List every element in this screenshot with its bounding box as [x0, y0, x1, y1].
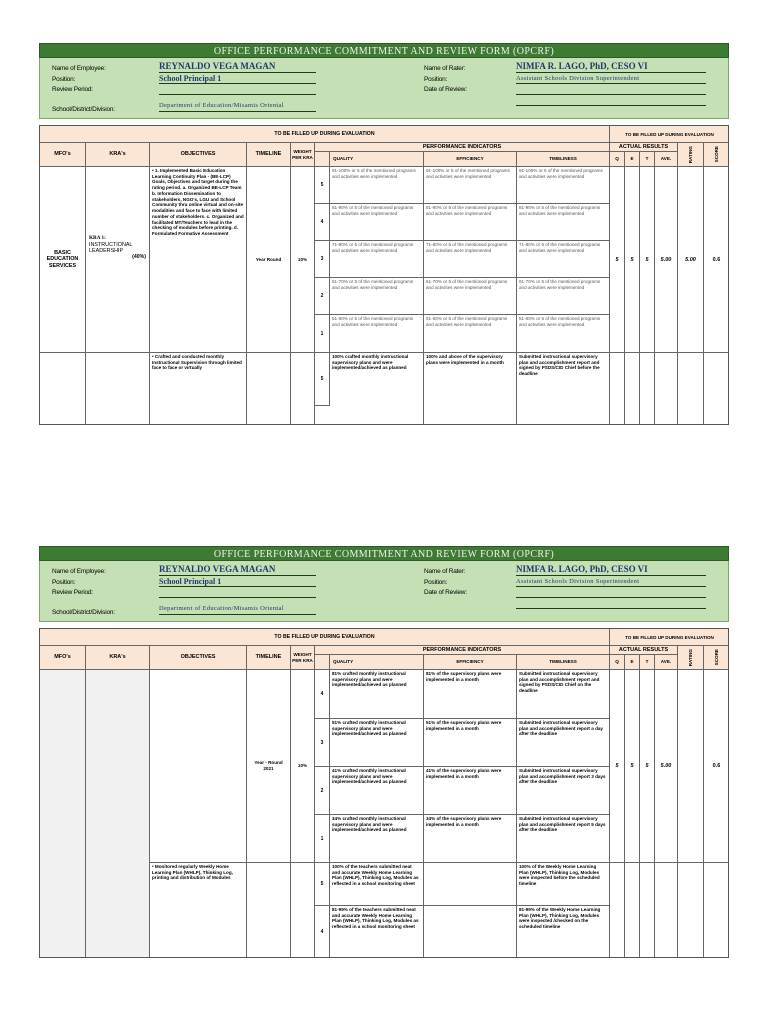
score-4: 4: [315, 204, 330, 241]
kra-cell-2: [86, 353, 150, 425]
p2-quality-2-text: 41% crafted monthly instructional supervisory plans and were implemented/achieved as planned: [332, 768, 407, 785]
timeliness-4-text: 81-90% or 5 of the mentioned programs and activities were implemented: [519, 205, 601, 216]
result-q: 5: [610, 167, 625, 353]
p2-timeliness-2-text: Submitted instructional supervisory plan and accomplishment report 3 days after the deadline: [519, 768, 606, 785]
p2b-result-e: [625, 863, 640, 958]
quality-4-text: 81-90% or 5 of the mentioned programs and activities were implemented: [332, 205, 414, 216]
timeline-cell-p2: [247, 670, 291, 863]
p2b-timeliness-4-text: 81-99% of the Weekly Home Learning Plan (WHLP), Thinking Log, Modules were inspected /checked on the scheduled timeline: [519, 907, 601, 930]
school-label: School/District/Division:: [52, 106, 115, 113]
efficiency-4: [424, 204, 517, 241]
performance-indicators-header-2: PERFORMANCE INDICATORS: [315, 646, 610, 655]
review-date-label: Date of Review:: [424, 86, 467, 93]
employee-underline: [159, 72, 316, 73]
position-underline: [159, 83, 316, 84]
col-score-spacer-2: [315, 655, 330, 670]
efficiency-3: [424, 241, 517, 278]
employee-info-panel-2: [39, 561, 729, 622]
p2-efficiency-4-text: 81% of the supervisory plans were implemented in a month: [426, 671, 502, 682]
efficiency-2-text: 61-70% or 5 of the mentioned programs and activities were implemented: [426, 279, 508, 290]
p2b-result-score: [704, 863, 729, 958]
mfo-cell-2: [40, 353, 86, 425]
weight-p2: 10%: [297, 763, 308, 769]
p2-score-3: 3: [315, 719, 330, 767]
p2-timeliness-1: [517, 815, 610, 863]
weight-1: 10%: [297, 256, 308, 262]
timeline-cell-2: [247, 353, 291, 425]
p2-score-4: 4: [315, 670, 330, 719]
timeliness-4: [517, 204, 610, 241]
timeline-cell-p2b: [247, 863, 291, 958]
employee-name: REYNALDO VEGA MAGAN: [159, 61, 276, 71]
col-score-spacer: [315, 152, 330, 167]
kra-name: INSTRUCTIONAL LEADERSHIP: [89, 241, 133, 254]
rater-position-value-2: Assistant Schools Division Superintendent: [516, 578, 640, 585]
efficiency-5b-text: 100% and above of the supervisory plans were implemented in a month: [426, 354, 504, 365]
p2-timeliness-2: [517, 767, 610, 815]
school-value: Department of Education/Misamis Oriental: [159, 102, 284, 109]
school-underline: [159, 111, 316, 112]
timeliness-3: [517, 241, 610, 278]
timeliness-2-text: 61-70% or 5 of the mentioned programs and activities were implemented: [519, 279, 601, 290]
p2-timeliness-1-text: Submitted instructional supervisory plan and accomplishment report 5 days after the deadline: [519, 816, 606, 833]
review-period-label: Review Period:: [52, 86, 93, 93]
evaluation-table-2: [39, 628, 729, 958]
position-value: School Principal 1: [159, 74, 222, 83]
p2-quality-3: [330, 719, 424, 767]
position-label: Position:: [52, 76, 76, 83]
p2-quality-4: [330, 670, 424, 719]
timeliness-5b-text: Submitted instructional supervisory plan and accomplishment report and signed by PSDS/CID Chief before the deadline: [519, 354, 600, 377]
p2-quality-2: [330, 767, 424, 815]
timeliness-1-text: 51-60% or 5 of the mentioned programs and activities were implemented: [519, 316, 601, 327]
timeliness-5b: [517, 353, 610, 425]
weight-cell-p2b: [291, 863, 315, 958]
p2-quality-1: [330, 815, 424, 863]
col-e-2: E: [625, 655, 640, 670]
col-weight: WEIGHT PER KRA: [291, 143, 315, 167]
timeline-1: Year Round: [255, 256, 282, 262]
rater-position-label: Position:: [424, 76, 448, 83]
mfo-value: BASIC EDUCATION SERVICES: [46, 249, 79, 269]
col-efficiency-2: EFFICIENCY: [424, 655, 517, 670]
objective-cell-2: [150, 353, 247, 425]
result-rating-2: [678, 353, 704, 425]
efficiency-2: [424, 278, 517, 315]
extra-underline: [516, 105, 706, 106]
form-title-2: OFFICE PERFORMANCE COMMITMENT AND REVIEW FORM (OPCRF): [39, 546, 729, 561]
quality-5b: [330, 353, 424, 425]
efficiency-5b: [424, 353, 517, 425]
rater-position-label-2: Position:: [424, 579, 448, 586]
col-e: E: [625, 152, 640, 167]
objective-cell-p2: [150, 670, 247, 863]
quality-2-text: 61-70% or 5 of the mentioned programs and activities were implemented: [332, 279, 414, 290]
p2b-quality-5: [330, 863, 424, 906]
col-quality: QUALITY: [330, 152, 424, 167]
review-date-underline-2: [516, 597, 706, 598]
p2b-result-t: [640, 863, 655, 958]
p2-score-2: 2: [315, 767, 330, 815]
review-date-underline: [516, 94, 706, 95]
position-value-2: School Principal 1: [159, 577, 222, 586]
school-underline-2: [159, 614, 316, 615]
quality-5-text: 91-100% or 5 of the mentioned programs and activities were implemented: [332, 168, 416, 179]
p2-timeliness-4: [517, 670, 610, 719]
col-objectives-2: OBJECTIVES: [150, 646, 247, 670]
rater-underline: [516, 72, 706, 73]
p2-result-avg: 5.00: [655, 670, 678, 863]
quality-2: [330, 278, 424, 315]
result-q-2: [610, 353, 625, 425]
p2b-score-5: 5: [315, 863, 330, 906]
school-label-2: School/District/Division:: [52, 609, 115, 616]
efficiency-5-text: 91-100% or 5 of the mentioned programs and activities were implemented: [426, 168, 510, 179]
score-5: 5: [315, 167, 330, 204]
result-score-2: [704, 353, 729, 425]
rater-underline-2: [516, 575, 706, 576]
col-score-label: SCORE: [713, 146, 719, 163]
result-avg: 5.00: [655, 167, 678, 353]
objective-cell-p2b: [150, 863, 247, 958]
timeliness-2: [517, 278, 610, 315]
objective-1-text: • 1. Implemented Basic Education Learning Continuity Plan - (BE-LCP) Goals, Objectives and target during the rating period. a. Organized BE-LCP Team b. Information Dissemination to stakeholders, NGO's, LGU and School Community thru online virtual and on-site modalities and face to face with limited number of stakeholders. c. Organized and facilitated MT/Teachers to lead in the checking of modules before printing. d. Formulated Formative Assessment: [152, 168, 244, 237]
timeliness-5: [517, 167, 610, 204]
p2-score-1: 1: [315, 815, 330, 863]
result-avg-2: [655, 353, 678, 425]
actual-results-header-2: ACTUAL RESULTS: [610, 646, 678, 655]
quality-4: [330, 204, 424, 241]
timeliness-1: [517, 315, 610, 353]
extra-underline-2: [516, 608, 706, 609]
rater-label-2: Name of Rater:: [424, 568, 466, 575]
efficiency-5: [424, 167, 517, 204]
quality-3-text: 71-80% or 5 of the mentioned programs and activities were implemented: [332, 242, 414, 253]
efficiency-1: [424, 315, 517, 353]
weight-cell-p2: [291, 670, 315, 863]
result-t-2: [640, 353, 655, 425]
p2-quality-4-text: 81% crafted monthly instructional supervisory plans and were implemented/achieved as planned: [332, 671, 407, 688]
p2-efficiency-1: [424, 815, 517, 863]
col-score: [704, 143, 729, 167]
form-title: OFFICE PERFORMANCE COMMITMENT AND REVIEW FORM (OPCRF): [39, 43, 729, 58]
col-t-2: T: [640, 655, 655, 670]
score-1: 1: [315, 315, 330, 353]
result-score: 0.6: [704, 167, 729, 353]
col-avg-2: AVE.: [655, 655, 678, 670]
col-avg: AVE.: [655, 152, 678, 167]
p2b-timeliness-5: [517, 863, 610, 906]
kra-cell-p2: [86, 670, 150, 958]
p2b-efficiency-4: [424, 906, 517, 958]
result-e-2: [625, 353, 640, 425]
p2-efficiency-4: [424, 670, 517, 719]
kra-cell: [86, 167, 150, 353]
result-t: 5: [640, 167, 655, 353]
rater-position-underline-2: [516, 586, 706, 587]
p2b-score-4: 4: [315, 906, 330, 958]
opcrf-page-2: [39, 546, 729, 935]
col-weight-2: WEIGHT PER KRA: [291, 646, 315, 670]
col-efficiency: EFFICIENCY: [424, 152, 517, 167]
actual-results-header: ACTUAL RESULTS: [610, 143, 678, 152]
fill-during-eval-header-2: TO BE FILLED UP DURING EVALUATION: [40, 629, 610, 646]
quality-5: [330, 167, 424, 204]
quality-3: [330, 241, 424, 278]
col-timeline-2: TIMELINE: [247, 646, 291, 670]
rater-position-underline: [516, 83, 706, 84]
p2b-quality-4-text: 81-99% of the teachers submitted neat and accurate Weekly Home Learning Plan (WHLP), Thinking Log, Modules as reflected in a school monitoring sheet: [332, 907, 419, 930]
p2b-quality-4: [330, 906, 424, 958]
timeliness-5-text: 91-100% or 5 of the mentioned programs and activities were implemented: [519, 168, 603, 179]
kra-title: KRA 1:: [89, 235, 106, 241]
col-objectives: OBJECTIVES: [150, 143, 247, 167]
objective-p2b-text: • Monitored regularly Weekly Home Learning Plan (WHLP), Thinking Log, printing and distribution of Modules: [152, 864, 233, 881]
col-timeline: TIMELINE: [247, 143, 291, 167]
col-mfo: MFO's: [40, 143, 86, 167]
col-rating-label: RATING: [687, 145, 693, 164]
p2-efficiency-2-text: 41% of the supervisory plans were implemented in a month: [426, 768, 502, 779]
col-t: T: [640, 152, 655, 167]
review-date-label-2: Date of Review:: [424, 589, 467, 596]
efficiency-4-text: 81-90% or 5 of the mentioned programs and activities were implemented: [426, 205, 508, 216]
objective-cell-1: [150, 167, 247, 353]
score-2: 2: [315, 278, 330, 315]
timeliness-3-text: 71-80% or 5 of the mentioned programs and activities were implemented: [519, 242, 601, 253]
employee-underline-2: [159, 575, 316, 576]
employee-name-2: REYNALDO VEGA MAGAN: [159, 564, 276, 574]
mfo-cell-p2: [40, 670, 86, 958]
p2-efficiency-2: [424, 767, 517, 815]
p2-timeliness-4-text: Submitted instructional supervisory plan and accomplishment report and signed by PSDS/CID Chief on the deadline: [519, 671, 600, 694]
p2b-timeliness-5-text: 100% of the Weekly Home Learning Plan (WHLP), Thinking Log, Modules were inspected before the scheduled timeline: [519, 864, 600, 887]
p2-result-score: 0.6: [704, 670, 729, 863]
p2b-result-avg: [655, 863, 678, 958]
quality-1: [330, 315, 424, 353]
result-e: 5: [625, 167, 640, 353]
review-period-underline: [159, 94, 316, 95]
performance-indicators-header: PERFORMANCE INDICATORS: [315, 143, 610, 152]
p2b-timeliness-4: [517, 906, 610, 958]
position-underline-2: [159, 586, 316, 587]
objective-2-text: • Crafted and conducted monthly Instructional Supervision through limited face to face or virtually: [152, 354, 242, 371]
kra-weight: (40%): [132, 254, 146, 261]
fill-during-eval-header: TO BE FILLED UP DURING EVALUATION: [40, 126, 610, 143]
weight-cell-1: [291, 167, 315, 353]
efficiency-3-text: 71-80% or 5 of the mentioned programs and activities were implemented: [426, 242, 508, 253]
school-value-2: Department of Education/Misamis Oriental: [159, 605, 284, 612]
col-mfo-2: MFO's: [40, 646, 86, 670]
p2-efficiency-3: [424, 719, 517, 767]
p2-timeliness-3-text: Submitted instructional supervisory plan and accomplishment report a day after the deadline: [519, 720, 603, 737]
mfo-cell: [40, 167, 86, 353]
review-period-underline-2: [159, 597, 316, 598]
rater-name: NIMFA R. LAGO, PhD, CESO VI: [516, 61, 648, 71]
col-timeliness: TIMELINESS: [517, 152, 610, 167]
timeline-cell-1: [247, 167, 291, 353]
p2-timeliness-3: [517, 719, 610, 767]
score-3: 3: [315, 241, 330, 278]
col-kra-2: KRA's: [86, 646, 150, 670]
p2b-quality-5-text: 100% of the teachers submitted neat and accurate Weekly Home Learning Plan (WHLP), Thinking Log, Modules as reflected in a school monitoring sheet: [332, 864, 419, 887]
quality-5b-text: 100% crafted monthly instructional supervisory plans and were implemented/achieved as planned: [332, 354, 409, 371]
evaluation-table: [39, 125, 729, 425]
efficiency-1-text: 51-60% or 5 of the mentioned programs and activities were implemented: [426, 316, 508, 327]
rater-label: Name of Rater:: [424, 65, 466, 72]
col-rating-2: [678, 646, 704, 670]
review-period-label-2: Review Period:: [52, 589, 93, 596]
p2-result-rating: [678, 670, 704, 863]
col-q-2: Q: [610, 655, 625, 670]
quality-1-text: 51-60% or 5 of the mentioned programs and activities were implemented: [332, 316, 414, 327]
col-timeliness-2: TIMELINESS: [517, 655, 610, 670]
p2b-result-rating: [678, 863, 704, 958]
p2-quality-3-text: 51% crafted monthly instructional supervisory plans and were implemented/achieved as planned: [332, 720, 407, 737]
col-q: Q: [610, 152, 625, 167]
col-rating-label-2: RATING: [687, 648, 693, 667]
result-rating: 5.00: [678, 167, 704, 353]
p2-result-t: 5: [640, 670, 655, 863]
employee-info-panel: [39, 58, 729, 119]
employee-label: Name of Employee:: [52, 65, 106, 72]
position-label-2: Position:: [52, 579, 76, 586]
col-quality-2: QUALITY: [330, 655, 424, 670]
p2b-efficiency-5: [424, 863, 517, 906]
p2-efficiency-3-text: 51% of the supervisory plans were implemented in a month: [426, 720, 502, 731]
rater-name-2: NIMFA R. LAGO, PhD, CESO VI: [516, 564, 648, 574]
employee-label-2: Name of Employee:: [52, 568, 106, 575]
col-score-2: [704, 646, 729, 670]
weight-cell-2: [291, 353, 315, 425]
p2-result-q: 5: [610, 670, 625, 863]
p2-quality-1-text: 34% crafted monthly instructional supervisory plans and were implemented/achieved as planned: [332, 816, 407, 833]
score-5b: 5: [315, 353, 330, 406]
fill-during-eval-right-header-2: TO BE FILLED UP DURING EVALUATION: [610, 629, 729, 646]
col-rating: [678, 143, 704, 167]
col-score-label-2: SCORE: [713, 649, 719, 666]
p2-efficiency-1-text: 34% of the supervisory plans were implemented in a month: [426, 816, 502, 827]
opcrf-page-1: [39, 43, 729, 382]
p2b-result-q: [610, 863, 625, 958]
p2-result-e: 5: [625, 670, 640, 863]
fill-during-eval-right-header: TO BE FILLED UP DURING EVALUATION: [610, 126, 729, 143]
col-kra: KRA's: [86, 143, 150, 167]
timeline-p2: Year - Round 2021: [254, 760, 283, 771]
rater-position-value: Assistant Schools Division Superintendent: [516, 75, 640, 82]
